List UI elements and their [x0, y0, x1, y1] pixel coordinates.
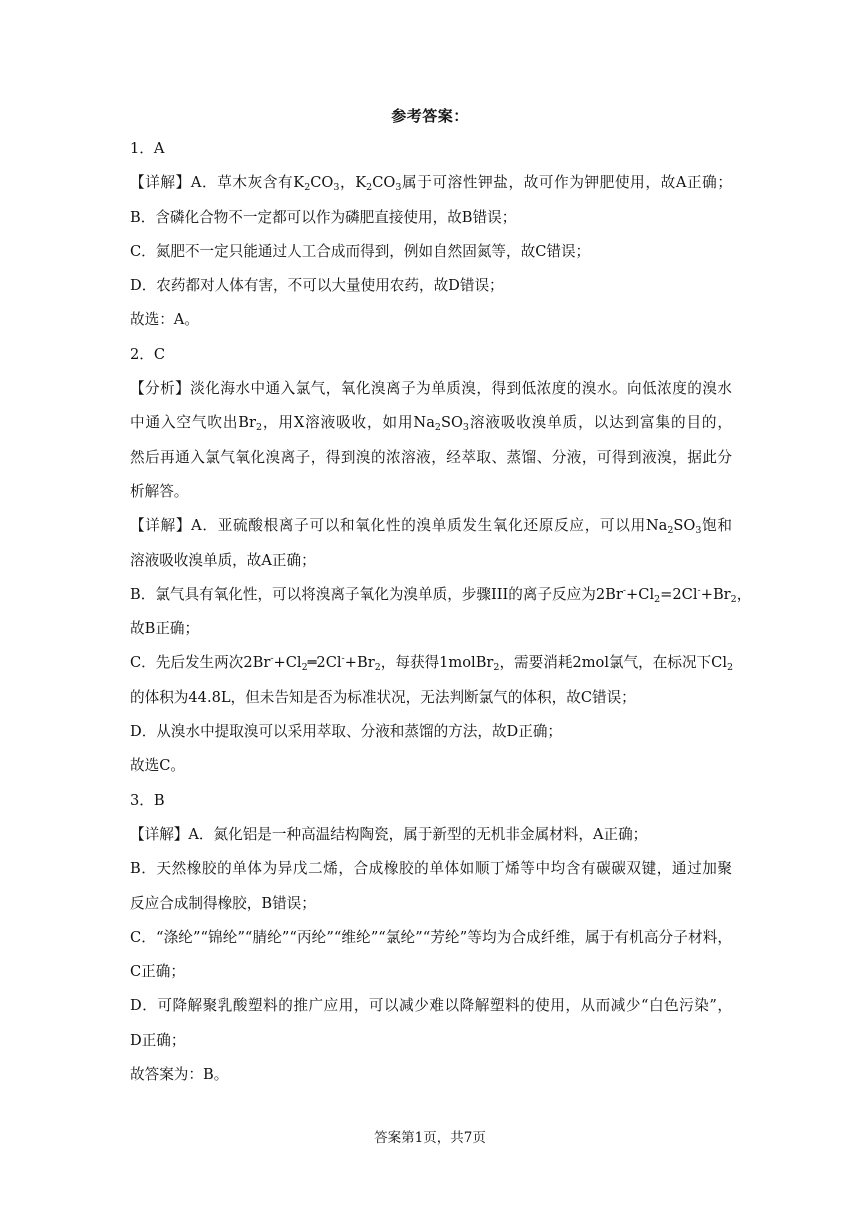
text-line: 故选C。	[130, 757, 185, 775]
text-line: C．氮肥不一定只能通过人工合成而得到，例如自然固氮等，故C错误；	[130, 242, 591, 260]
text-line: 析解答。	[130, 482, 189, 500]
answer-content	[130, 132, 752, 1092]
text-line: 3．B	[130, 791, 165, 809]
text-line: 【详解】A．氮化铝是一种高温结构陶瓷，属于新型的无机非金属材料，A正确；	[130, 825, 648, 843]
text-line: 故答案为：B。	[130, 1066, 229, 1084]
text-line: 【详解】A．草木灰含有$K_2CO_3$，$K_2CO_3$属于可溶性钾盐，故可作为钾肥使用，故A正确；	[130, 174, 732, 194]
text-line: 中通入空气吹出$Br_2$，用X溶液吸收，如用$Na_2SO_3$溶液吸收溴单质，以达到富集的目的，	[130, 414, 732, 434]
text-line: B．含磷化合物不一定都可以作为磷肥直接使用，故B错误；	[130, 208, 517, 226]
text-line: B．天然橡胶的单体为异戊二烯，合成橡胶的单体如顺丁烯等中均含有碳碳双键，通过加聚	[130, 860, 732, 878]
page-title: 参考答案：	[391, 107, 469, 125]
text-line: 1．A	[130, 140, 165, 157]
text-line: 【分析】淡化海水中通入氯气，氧化溴离子为单质溴，得到低浓度的溴水。向低浓度的溴水	[130, 380, 732, 398]
text-line: 反应合成制得橡胶，B错误；	[130, 894, 316, 912]
text-line: D．从溴水中提取溴可以采用萃取、分液和蒸馏的方法，故D正确；	[130, 723, 563, 741]
text-line: 2．C	[130, 345, 166, 363]
text-line: D．农药都对人体有害，不可以大量使用农药，故D错误；	[130, 277, 504, 295]
text-line: D．可降解聚乳酸塑料的推广应用，可以减少难以降解塑料的使用，从而减少“白色污染”，	[130, 997, 732, 1015]
text-line: 然后再通入氯气氧化溴离子，得到溴的浓溶液，经萃取、蒸馏、分液，可得到液溴，据此分	[130, 448, 732, 466]
text-line: C．先后发生两次$2Br^-+Cl_2═2Cl^-+Br_2$，每获得1molBr$_2$，需要消耗2mol氯气，在标况下$Cl_2$	[130, 653, 734, 674]
text-line: B．氯气具有氧化性，可以将溴离子氧化为溴单质，步骤III的离子反应为$2Br^-+Cl_2=2Cl^-+Br_2$，	[130, 584, 752, 605]
text-line: 【详解】A．亚硫酸根离子可以和氧化性的溴单质发生氧化还原反应，可以用$Na_2SO_3$饱和	[130, 517, 732, 537]
text-line: D正确；	[130, 1031, 186, 1049]
text-line: 溶液吸收溴单质，故A正确；	[130, 551, 316, 569]
text-line: C．“涤纶”“锦纶”“腈纶”“丙纶”“维纶”“氯纶”“芳纶”等均为合成纤维，属于有机高分子材料，	[130, 928, 732, 946]
text-line: C正确；	[130, 963, 185, 981]
text-line: 故B正确；	[130, 620, 200, 638]
text-line: 故选：A。	[130, 311, 199, 329]
page-footer: 答案第1页，共7页	[374, 1130, 486, 1146]
text-line: 的体积为44.8L，但未告知是否为标准状况，无法判断氯气的体积，故C错误；	[130, 688, 636, 706]
